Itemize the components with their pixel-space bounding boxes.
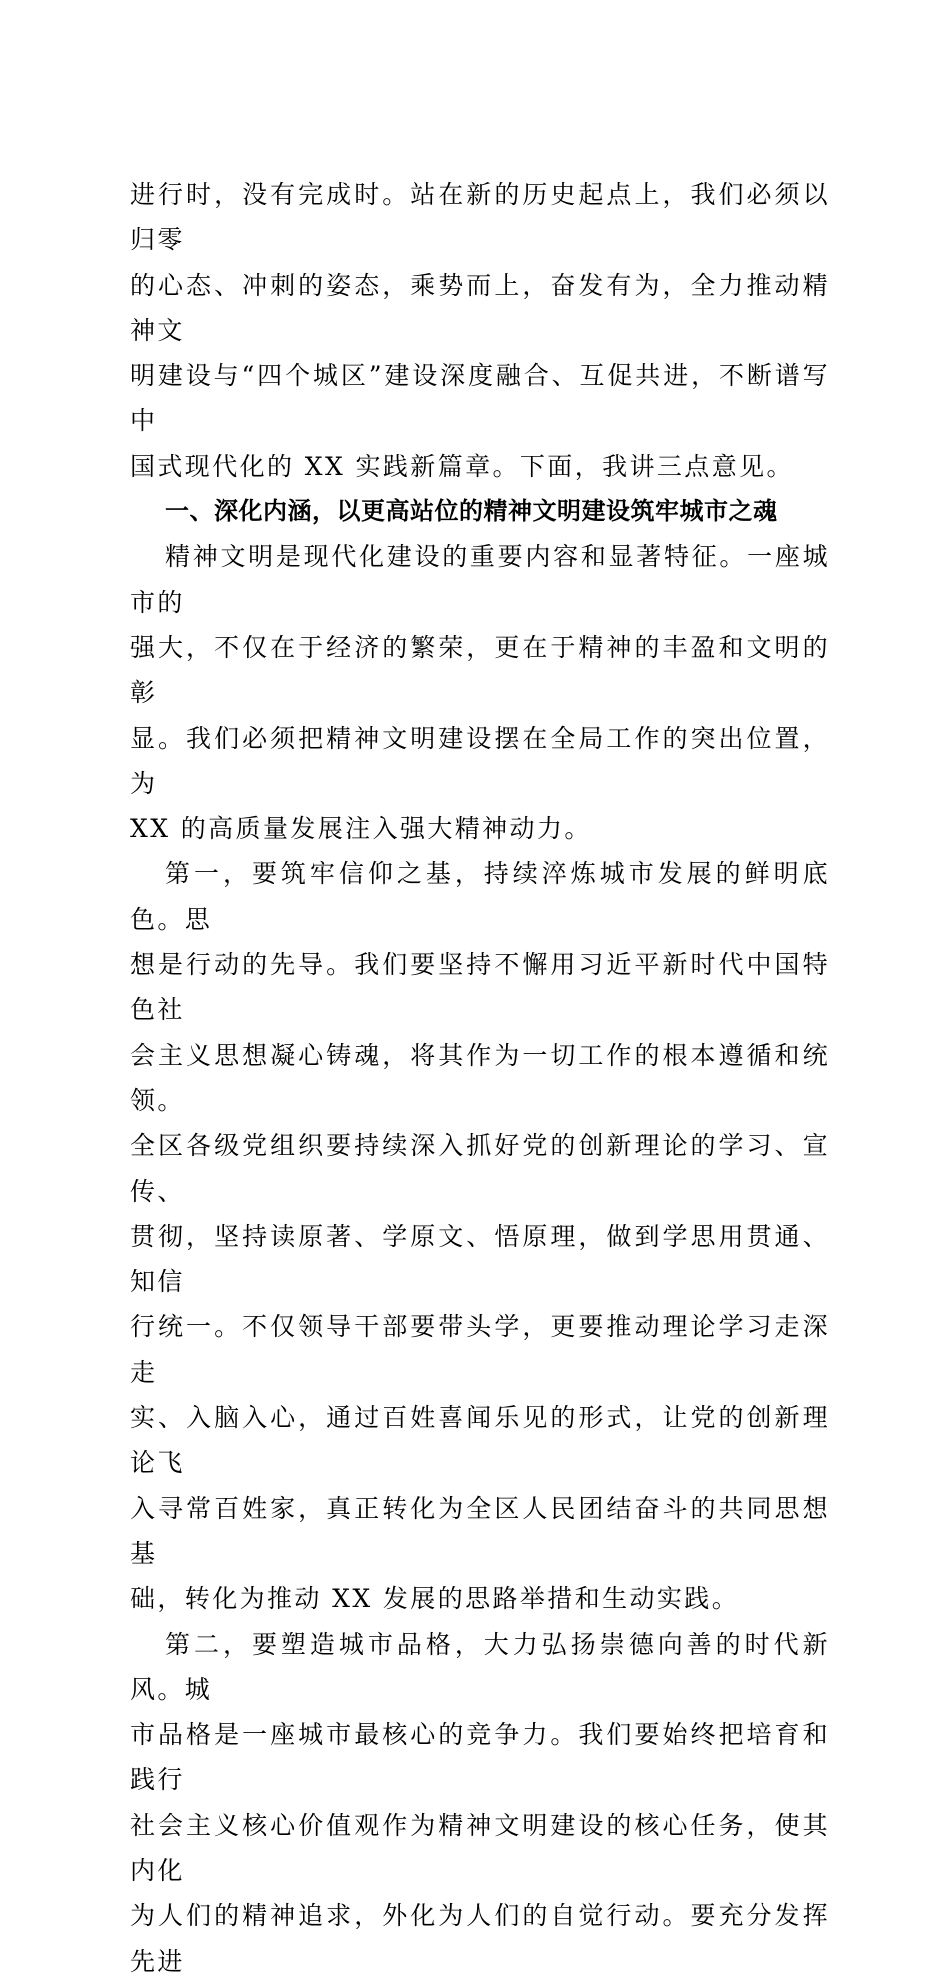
text-line: 的心态、冲刺的姿态，乘势而上，奋发有为，全力推动精神文 bbox=[130, 270, 830, 345]
text-line: XX 的高质量发展注入强大精神动力。 bbox=[130, 814, 592, 844]
text-line: 第一，要筑牢信仰之基，持续淬炼城市发展的鲜明底色。思 bbox=[130, 859, 830, 934]
text-line: 础，转化为推动 XX 发展的思路举措和生动实践。 bbox=[130, 1584, 740, 1614]
text-line: 入寻常百姓家，真正转化为全区人民团结奋斗的共同思想基 bbox=[130, 1493, 830, 1568]
document-page bbox=[130, 172, 830, 1984]
text-line: 国式现代化的 XX 实践新篇章。下面，我讲三点意见。 bbox=[130, 451, 794, 481]
paragraph-point-one bbox=[130, 851, 830, 1621]
text-line: 实、入脑入心，通过百姓喜闻乐见的形式，让党的创新理论飞 bbox=[130, 1403, 830, 1478]
text-line: 社会主义核心价值观作为精神文明建设的核心任务，使其内化 bbox=[130, 1810, 830, 1885]
text-line: 为人们的精神追求，外化为人们的自觉行动。要充分发挥先进 bbox=[130, 1901, 830, 1976]
text-line: 行统一。不仅领导干部要带头学，更要推动理论学习走深走 bbox=[130, 1312, 830, 1387]
text-line: 第二，要塑造城市品格，大力弘扬崇德向善的时代新风。城 bbox=[130, 1629, 830, 1704]
text-line: 全区各级党组织要持续深入抓好党的创新理论的学习、宣传、 bbox=[130, 1131, 830, 1206]
text-line: 精神文明是现代化建设的重要内容和显著特征。一座城市的 bbox=[130, 542, 830, 617]
section-heading: 一、深化内涵，以更高站位的精神文明建设筑牢城市之魂 bbox=[165, 497, 778, 526]
text-line: 市品格是一座城市最核心的竞争力。我们要始终把培育和践行 bbox=[130, 1720, 830, 1795]
text-line: 贯彻，坚持读原著、学原文、悟原理，做到学思用贯通、知信 bbox=[130, 1221, 830, 1297]
paragraph-spiritual-civilization bbox=[130, 534, 830, 851]
text-line: 强大，不仅在于经济的繁荣，更在于精神的丰盈和文明的彰 bbox=[130, 632, 830, 708]
text-line: 显。我们必须把精神文明建设摆在全局工作的突出位置，为 bbox=[130, 723, 830, 798]
text-line: 想是行动的先导。我们要坚持不懈用习近平新时代中国特色社 bbox=[130, 950, 830, 1025]
text-line: 明建设与“四个城区”建设深度融合、互促共进，不断谱写中 bbox=[130, 361, 830, 436]
paragraph-intro-continuation bbox=[130, 172, 830, 489]
text-line: 进行时，没有完成时。站在新的历史起点上，我们必须以归零 bbox=[130, 180, 830, 255]
text-line: 会主义思想凝心铸魂，将其作为一切工作的根本遵循和统领。 bbox=[130, 1040, 830, 1115]
paragraph-point-two bbox=[130, 1622, 830, 1984]
